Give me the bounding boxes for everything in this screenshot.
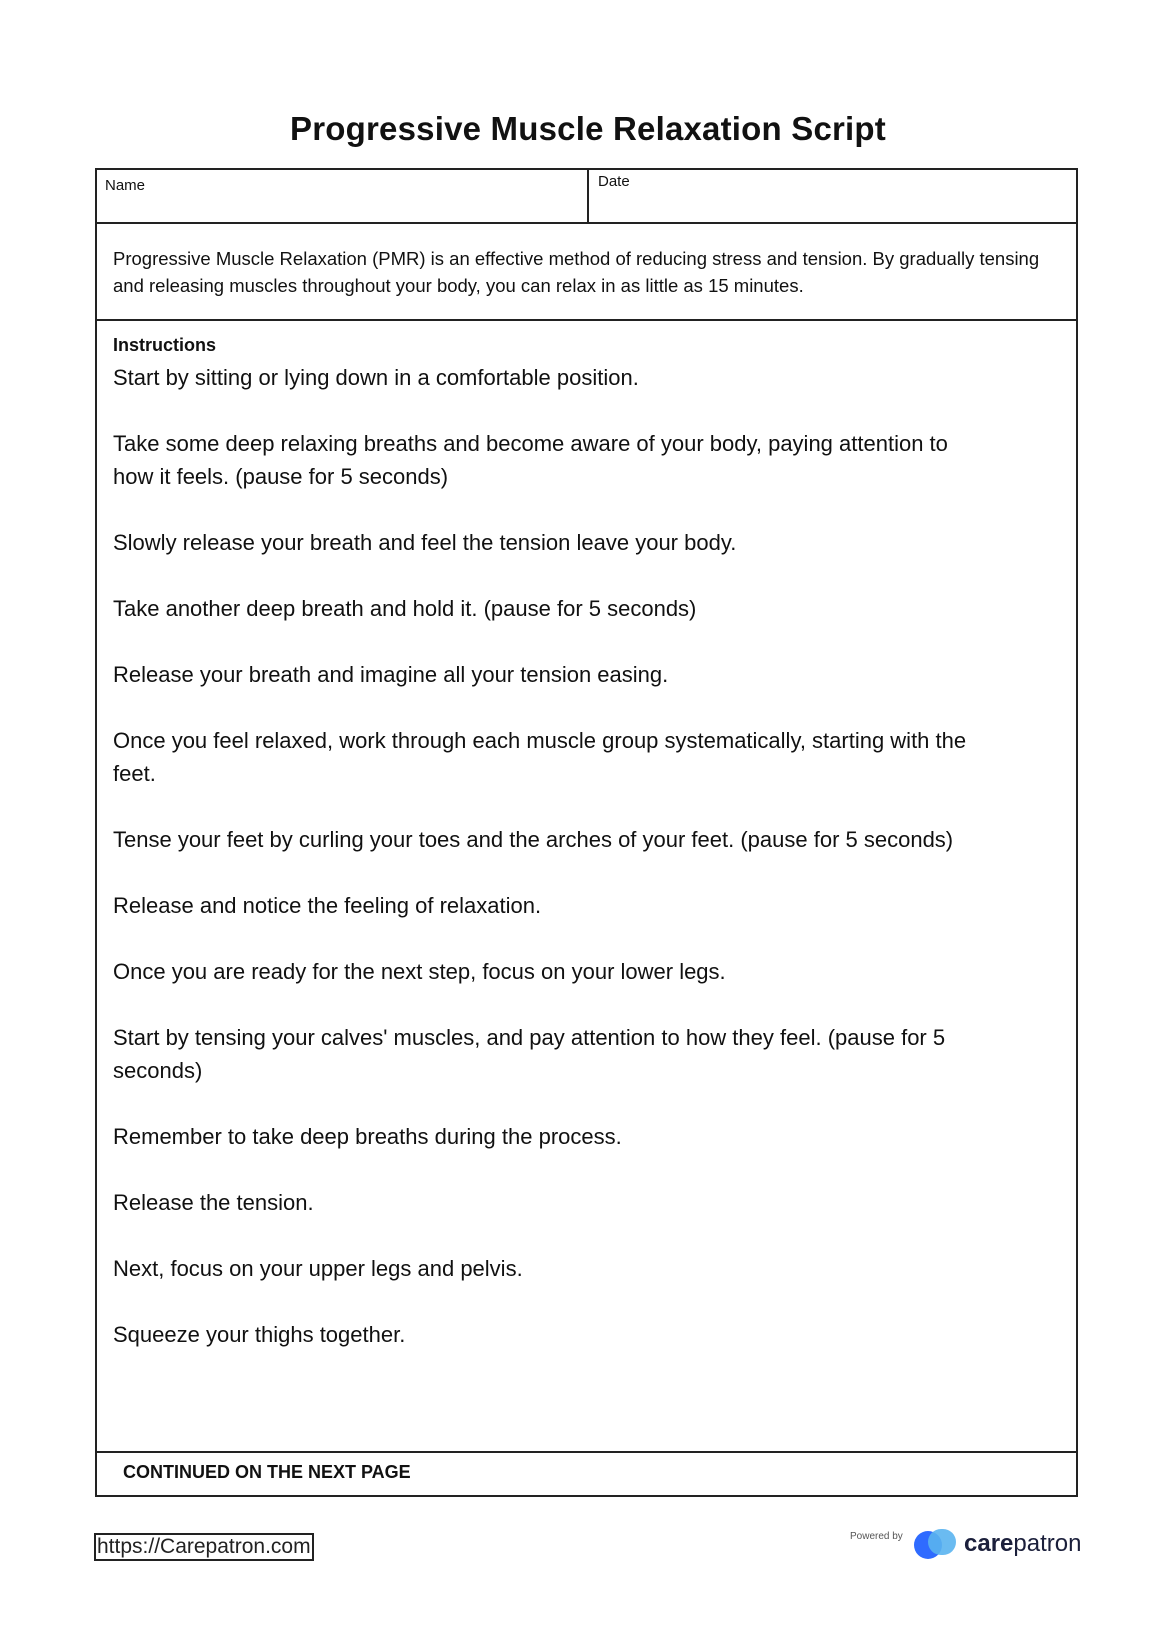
step-item: Take another deep breath and hold it. (pause for 5 seconds) [113,596,697,621]
carepatron-link[interactable]: https://Carepatron.com [94,1533,314,1561]
step-item: Slowly release your breath and feel the tension leave your body. [113,530,737,555]
step-item: Squeeze your thighs together. [113,1322,406,1347]
intro-text: Progressive Muscle Relaxation (PMR) is an effective method of reducing stress and tension. By gradually tensing and releasing muscles throughout your body, you can relax in as little as 15 minutes. [113,248,1040,296]
intro-section [97,224,1076,321]
page-title: Progressive Muscle Relaxation Script [290,110,886,147]
step-item: Next, focus on your upper legs and pelvis. [113,1256,523,1281]
date-field[interactable] [589,170,1076,222]
step-item: Release your breath and imagine all your tension easing. [113,662,669,687]
continued-row [97,1451,1076,1495]
step-item: Once you are ready for the next step, focus on your lower legs. [113,959,726,984]
powered-by-text: Powered by [850,1531,903,1542]
date-label: Date [598,173,630,190]
step-item: Release and notice the feeling of relaxation. [113,893,542,918]
step-item: Tense your feet by curling your toes and the arches of your feet. (pause for 5 seconds) [113,827,954,852]
continued-note: CONTINUED ON THE NEXT PAGE [123,1462,411,1482]
step-item: Take some deep relaxing breaths and become aware of your body, paying attention to how it feels. (pause for 5 seconds) [113,431,948,489]
header-fields-row [97,170,1076,224]
form-table [95,168,1078,1497]
instructions-heading: Instructions [113,335,217,355]
carepatron-logo-icon [912,1528,960,1562]
instructions-section [97,321,1076,1453]
step-item: Once you feel relaxed, work through each muscle group systematically, starting with the feet. [113,728,967,786]
steps-list [113,361,993,1384]
step-item: Start by tensing your calves' muscles, and pay attention to how they feel. (pause for 5 seconds) [113,1025,946,1083]
step-item: Release the tension. [113,1190,314,1215]
brand-logo[interactable] [850,1528,1080,1562]
step-item: Remember to take deep breaths during the process. [113,1124,622,1149]
step-item: Start by sitting or lying down in a comfortable position. [113,365,639,390]
name-field[interactable] [97,170,589,222]
brand-light: patron [1013,1530,1082,1557]
brand-bold: care [964,1530,1014,1557]
brand-wordmark [964,1530,1081,1558]
name-label: Name [105,177,146,194]
